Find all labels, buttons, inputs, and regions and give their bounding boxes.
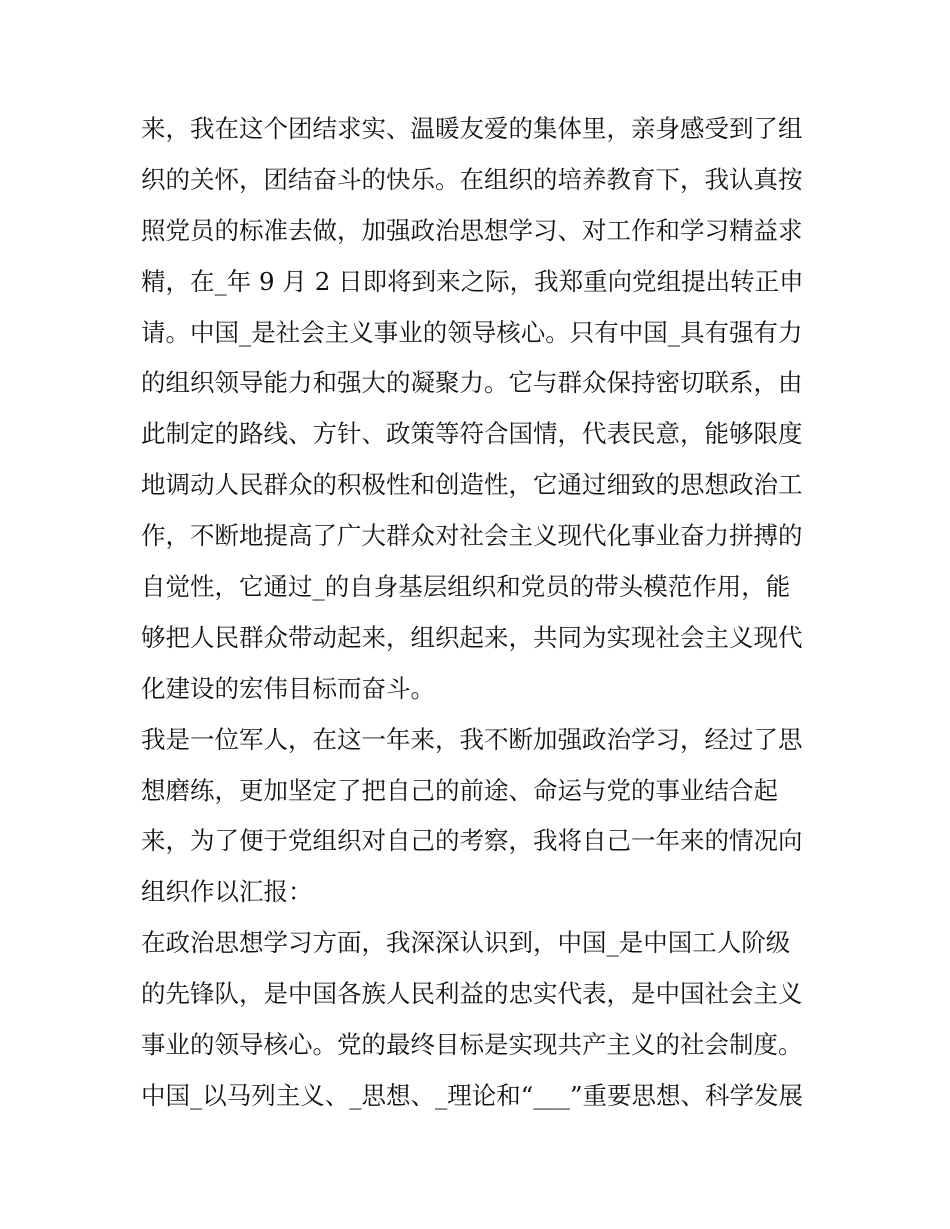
text-line: 来，我在这个团结求实、温暖友爱的集体里，亲身感受到了组 <box>141 114 803 143</box>
text-line: 组织作以汇报： <box>141 877 313 907</box>
body-text <box>141 104 821 1122</box>
text-line: 作，不断地提高了广大群众对社会主义现代化事业奋力拼搏的 <box>141 521 803 551</box>
text-line: 想磨练，更加坚定了把自己的前途、命运与党的事业结合起 <box>141 775 778 805</box>
text-line: 请。中国_是社会主义事业的领导核心。只有中国_具有强有力 <box>141 317 803 347</box>
text-line: 来，为了便于党组织对自己的考察，我将自己一年来的情况向 <box>141 826 803 856</box>
text-line: 自觉性，它通过_的自身基层组织和党员的带头模范作用，能 <box>141 572 791 602</box>
text-line: 照党员的标准去做，加强政治思想学习、对工作和学习精益求 <box>141 215 803 245</box>
text-line: 此制定的路线、方针、政策等符合国情，代表民意，能够限度 <box>141 419 803 449</box>
text-line: 精，在_年 9 月 2 日即将到来之际，我郑重向党组提出转正申 <box>141 266 804 296</box>
text-line: 事业的领导核心。党的最终目标是实现共产主义的社会制度。 <box>141 1030 803 1060</box>
text-line: 够把人民群众带动起来，组织起来，共同为实现社会主义现代 <box>141 622 803 652</box>
text-line: 织的关怀，团结奋斗的快乐。在组织的培养教育下，我认真按 <box>141 164 803 194</box>
text-line: 化建设的宏伟目标而奋斗。 <box>141 673 435 703</box>
text-line: 地调动人民群众的积极性和创造性，它通过细致的思想政治工 <box>141 470 803 500</box>
text-line: 中国_以马列主义、_思想、_理论和“___”重要思想、科学发展 <box>141 1080 804 1110</box>
text-line: 的先锋队，是中国各族人民利益的忠实代表，是中国社会主义 <box>141 979 803 1009</box>
text-line: 我是一位军人，在这一年来，我不断加强政治学习，经过了思 <box>141 724 803 754</box>
text-line: 在政治思想学习方面，我深深认识到，中国_是中国工人阶级 <box>141 928 791 958</box>
text-line: 的组织领导能力和强大的凝聚力。它与群众保持密切联系，由 <box>141 368 803 398</box>
